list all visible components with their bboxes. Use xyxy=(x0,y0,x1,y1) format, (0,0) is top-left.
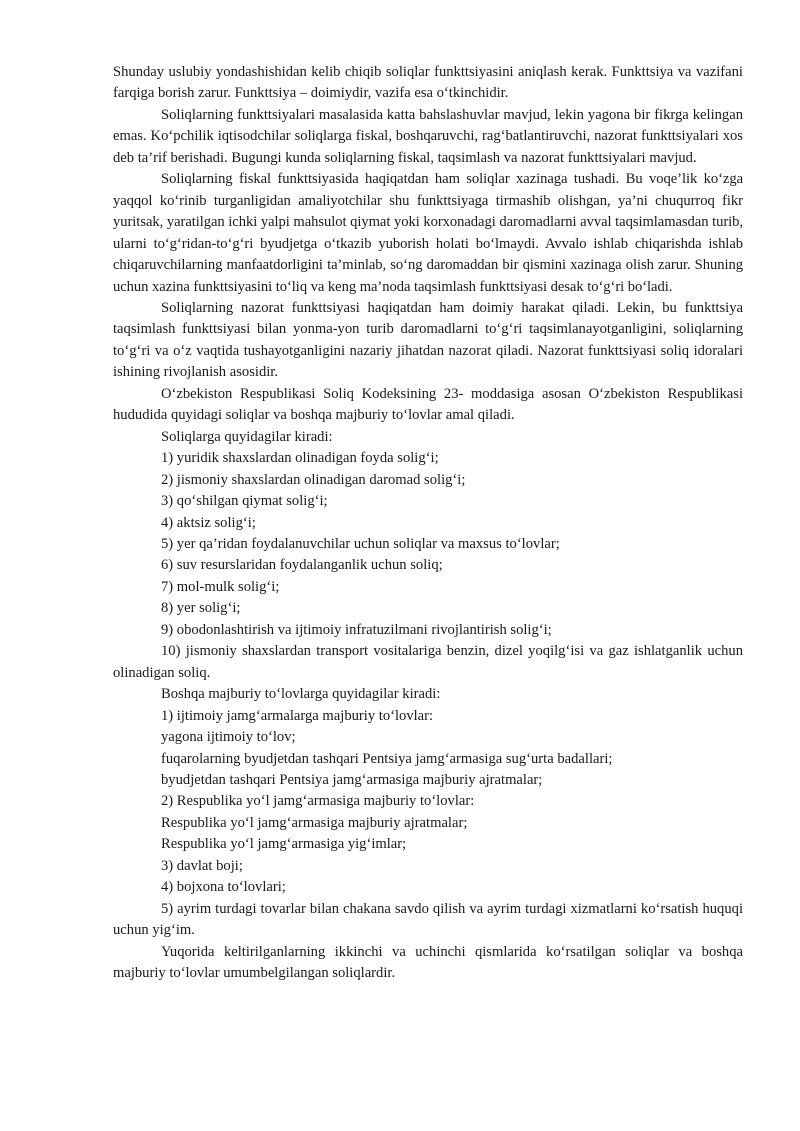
paragraph-tax-code: O‘zbekiston Respublikasi Soliq Kodeksining 23- moddasiga asosan O‘zbekiston Respublikasi hududida quyidagi soliqlar va boshqa majburiy to‘lovlar amal qiladi. xyxy=(113,385,743,424)
taxes-intro: Soliqlarga quyidagilar kiradi: xyxy=(161,428,333,445)
list-item: 1) yuridik shaxslardan olinadigan foyda solig‘i; xyxy=(161,450,439,467)
list-item: 3) qo‘shilgan qiymat solig‘i; xyxy=(161,493,328,510)
list-item: fuqarolarning byudjetdan tashqari Pentsiya jamg‘armasiga sug‘urta badallari; xyxy=(161,750,613,767)
document-page xyxy=(113,62,743,984)
list-item: 3) davlat boji; xyxy=(161,857,243,874)
list-item: 2) jismoniy shaxslardan olinadigan daromad solig‘i; xyxy=(161,471,466,488)
list-item: 7) mol-mulk solig‘i; xyxy=(161,578,280,595)
list-item: 2) Respublika yo‘l jamg‘armasiga majburiy to‘lovlar: xyxy=(161,793,475,810)
list-item: yagona ijtimoiy to‘lov; xyxy=(161,729,296,746)
list-item: 10) jismoniy shaxslardan transport vositalariga benzin, dizel yoqilg‘isi va gaz ishlatganlik uchun olinadigan soliq. xyxy=(113,643,743,681)
paragraph-closing: Yuqorida keltirilganlarning ikkinchi va uchinchi qismlarida ko‘rsatilgan soliqlar va boshqa majburiy to‘lovlar umumbelgilangan soliqlardir. xyxy=(113,943,743,982)
list-item: 5) ayrim turdagi tovarlar bilan chakana savdo qilish va ayrim turdagi xizmatlarni ko‘rsatish huquqi uchun yig‘im. xyxy=(113,900,743,939)
paragraph-control: Soliqlarning nazorat funkttsiyasi haqiqatdan ham doimiy harakat qiladi. Lekin, bu funkttsiya taqsimlash funkttsiyasi bilan yonma-yon turib daromadlarni to‘g‘ri taqsimlanayotganligini, soliqlarning to‘g‘ri va o‘z vaqtida tushayotganligini nazariy jihatdan nazorat qiladi. Nazorat funkttsiyasi soliq idoralari ishining rivojlanish asosidir. xyxy=(113,299,743,381)
paragraph-intro: Shunday uslubiy yondashishidan kelib chiqib soliqlar funkttsiyasini aniqlash kerak. Funkttsiya va vazifani farqiga borish zarur. Funkttsiya – doimiydir, vazifa esa o‘tkinchidir. xyxy=(113,64,743,102)
payments-intro: Boshqa majburiy to‘lovlarga quyidagilar kiradi: xyxy=(161,686,441,703)
list-item: 9) obodonlashtirish va ijtimoiy infratuzilmani rivojlantirish solig‘i; xyxy=(161,621,552,638)
paragraph-functions: Soliqlarning funkttsiyalari masalasida katta bahslashuvlar mavjud, lekin yagona bir fikrga kelingan emas. Ko‘pchilik iqtisodchilar soliqlarga fiskal, boshqaruvchi, rag‘batlantiruvchi, nazorat funkttsiyalari xos deb ta’rif berishadi. Bugungi kunda soliqlarning fiskal, taqsimlash va nazorat funkttsiyalari mavjud. xyxy=(113,106,743,166)
list-item: byudjetdan tashqari Pentsiya jamg‘armasiga majburiy ajratmalar; xyxy=(161,771,543,788)
list-item: 8) yer solig‘i; xyxy=(161,600,241,617)
list-item: 1) ijtimoiy jamg‘armalarga majburiy to‘lovlar: xyxy=(161,707,434,724)
list-item: Respublika yo‘l jamg‘armasiga majburiy ajratmalar; xyxy=(161,814,468,831)
list-item: 4) bojxona to‘lovlari; xyxy=(161,879,286,896)
list-item: 6) suv resurslaridan foydalanganlik uchun soliq; xyxy=(161,557,443,574)
paragraph-fiscal: Soliqlarning fiskal funkttsiyasida haqiqatdan ham soliqlar xazinaga tushadi. Bu voqe’lik ko‘zga yaqqol ko‘rinib turganligidan amaliyotchilar shu funkttsiyaga tirmashib olishgan, ya’ni chuqurroq fikr yuritsak, yaratilgan ichki yalpi mahsulot qiymat yoki korxonadagi daromadlarni avval taqsimlamasdan turib, ularni to‘g‘ridan-to‘g‘ri byudjetga o‘tkazib yuborish holati bo‘lmaydi. Avvalo ishlab chiqarishda ishlab chiqaruvchilarning manfaatdorligini ta’minlab, so‘ng daromaddan bir qismini xazinaga olish zarur. Shuning uchun xazina funkttsiyasini to‘liq va keng ma’noda taqsimlash funkttsiyasi desak to‘g‘ri bo‘ladi. xyxy=(113,171,743,295)
list-item: 4) aktsiz solig‘i; xyxy=(161,514,256,531)
list-item: Respublika yo‘l jamg‘armasiga yig‘imlar; xyxy=(161,836,407,853)
list-item: 5) yer qa’ridan foydalanuvchilar uchun soliqlar va maxsus to‘lovlar; xyxy=(161,535,560,552)
